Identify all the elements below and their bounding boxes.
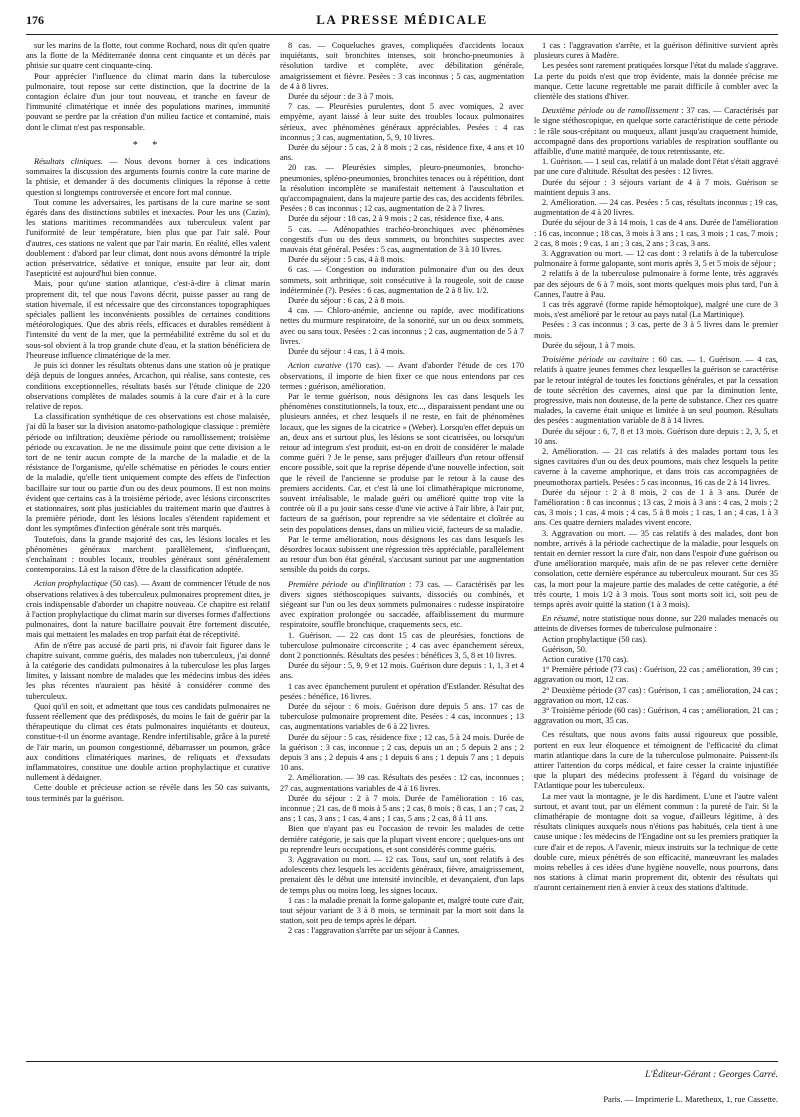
paragraph-text: 2° Deuxième période (37 cas) : Guérison, 1 cas ; amélioration, 24 cas ; aggravation ou mort, 12 cas. — [534, 685, 778, 705]
section-divider: * * — [132, 139, 164, 151]
paragraph — [26, 702, 270, 784]
paragraph-text: sur les marins de la flotte, tout comme Rochard, nous dit qu'en quatre ans la flotte de la Méditerranée donna cent cinquante et un décès par phtisie sur quatre cent cinquante-cinq. — [26, 41, 270, 71]
paragraph — [280, 773, 524, 793]
paragraph-text: (50 cas). — Avant de commencer l'étude de nos observations relatives à des tuberculeux pulmonaires proprement dites, je crois indispensable d'aborder un chapitre nouveau. Ce chapitre est relatif à l'action prophylactique du climat marin sur diverses formes d'affections pulmonaires, dont la nature bacillaire pouvait être fortement discutée, mais qui mettaient les malades en trop parfait état de réceptivité. — [26, 579, 270, 640]
paragraph-text: Action curative (170 cas). — [542, 654, 629, 664]
paragraph-text: 1. Guérison. — 22 cas dont 15 cas de pleurésies, fonctions de tuberculose pulmonaire circonscrite ; 4 cas avec épanchement séreux, dont 2 ponctionnés. Résultats des pesées : bénéfices 3, 5, 8 et 10 livres. — [280, 630, 524, 660]
paragraph-text: Tout comme les adversaires, les partisans de la cure marine se sont égarés dans des distinctions subtiles et inexactes. Pour les uns (Cazin), les stations maritimes recommandées aux tuberculeux valent par l'uniformité de leur température, bien plus que par l'air salé. Pour d'autres, ces stations ne valent que par l'air marin. En réalité, elles valent doublement : d'abord par leur climat, dont nous avons démontré la triple action préservatrice, sédative et tonique, ensuite par leur air, dont l'asepticité est aujourd'hui bien connue. — [26, 197, 270, 279]
paragraph-text: 2. Amélioration. — 21 cas relatifs à des malades portant tous les signes cavitaires d'un ou des deux poumons, mais chez lesquels la petite caverne à la caverne amphorique, et dans trois cas accompagnées de pneumothorax partiels. Pesées : 5 cas inconnus, 16 cas de 2 à 14 livres. — [534, 446, 778, 487]
paragraph — [280, 926, 524, 936]
paragraph — [26, 72, 270, 133]
paragraph — [534, 320, 778, 340]
paragraph — [280, 265, 524, 296]
paragraph — [280, 225, 524, 256]
paragraph — [534, 249, 778, 269]
paragraph-text: 3. Aggravation ou mort. — 35 cas relatifs à des malades, dont bon nombre, arrivés à la période cachectique de la maladie, pour lesquels on tentait en dernier ressort la cure d'air, non dans l'espoir d'une guérison ou d'une amélioration marquée, mais afin de ne pas relever cette dernière consolation, cette dernière espérance au tuberculeux mourant. Sur ces 35 cas, la mort pour la majeure partie des malades de cette catégorie, a été très courte, 1 mois 1/2 à 3 mois. Tous sont morts soit ici, soit peu de temps après avoir quitté la station (1 à 3 mois). — [534, 528, 778, 609]
paragraph-text: 2. Amélioration. — 24 cas. Pesées : 5 cas, résultats inconnus ; 19 cas, augmentation de 4 à 20 livres. — [534, 198, 778, 218]
paragraph-text: Durée du séjour : 18 cas, 2 à 9 mois ; 2 cas, résidence fixe, 4 ans. — [288, 214, 505, 224]
paragraph-text: notre statistique nous donne, sur 220 malades menacés ou atteints de diverses formes de tuberculose pulmonaire : — [534, 614, 778, 634]
paragraph — [280, 92, 524, 102]
paragraph-text: Bien que n'ayant pas eu l'occasion de revoir les malades de cette dernière catégorie, je sais que la plupart vivent encore ; quelques-uns ont pu reprendre leurs occupations, et sont considérés comme guéris. — [280, 824, 524, 854]
paragraph-text: 2 cas : l'aggravation s'arrête par un séjour à Cannes. — [288, 926, 460, 936]
paragraph-text: 5 cas. — Adénopathies trachéo-bronchiques avec phénomènes congestifs d'un ou des deux sommets, ou bronchites suspectes avec mauvais état général. Pesées : 5 cas, augmentation de 3 à 10 livres. — [280, 224, 524, 255]
paragraph-text: 1 cas : l'aggravation s'arrête, et la guérison définitive survient après plusieurs cures à Madère. — [534, 41, 778, 61]
paragraph — [534, 614, 778, 634]
section-heading: En résumé, — [542, 614, 580, 624]
paragraph — [280, 143, 524, 163]
paragraph — [534, 178, 778, 198]
paragraph — [534, 218, 778, 249]
paragraph — [534, 427, 778, 447]
paragraph-text: 1 cas très aggravé (forme rapide hémoptoïque), malgré une cure de 3 mois, s'est amélioré par le retour au pays natal (La Martinique). — [534, 300, 778, 320]
paragraph — [280, 214, 524, 224]
paragraph-text: Durée du séjour : 6, 7, 8 et 13 mois. Guérison dure depuis : 2, 3, 5, et 10 ans. — [534, 426, 778, 446]
paragraph — [26, 579, 270, 640]
paragraph — [280, 361, 524, 392]
paragraph — [534, 447, 778, 488]
paragraph — [534, 355, 778, 426]
paragraph — [534, 792, 778, 894]
paragraph — [534, 706, 778, 726]
paragraph-text: Cette double et précieuse action se révèle dans les 50 cas suivants, tous terminés par la guérison. — [26, 783, 270, 803]
paragraph-text: Durée du séjour : de 3 à 7 mois. — [288, 92, 394, 102]
paragraph — [534, 686, 778, 706]
paragraph — [280, 535, 524, 576]
paragraph — [534, 157, 778, 177]
paragraph-text: 20 cas. — Pleurésies simples, pleuro-pneumonies, broncho-pneumonies, spléno-pneumonies, bronchites tenaces ou à répétition, dont la résolution incomplète se manifestait nettement à l'auscultation et qu'accompagnaient, dans la majeure partie des cas, des accidents fébriles. Pesées : 8 cas inconnus ; 12 cas, augmentation de 2 à 7 livres. — [280, 163, 524, 214]
paragraph-text: Durée du séjour : 6 cas, 2 à 8 mois. — [288, 296, 405, 306]
paragraph — [26, 535, 270, 576]
paragraph-text: Durée du séjour : 5 cas, 2 à 8 mois ; 2 cas, résidence fixe, 4 ans et 10 ans. — [280, 143, 524, 163]
paragraph-text: Toutefois, dans la grande majorité des cas, les lésions locales et les phénomènes généraux marchent parallèlement, s'influençant, s'enchaînant : troubles locaux, troubles généraux sont généralement contemporains. Là est la raison d'être de la classification adoptée. — [26, 534, 270, 575]
paragraph-text: Action prophylactique (50 cas). — [542, 634, 648, 644]
printer-credit: Paris. — Imprimerie L. Maretheux, 1, rue Cassette. — [603, 1094, 778, 1104]
paragraph-text: 3. Aggravation ou mort. — 12 cas dont : 3 relatifs à de la tuberculose pulmonaire à forme galopante, sont morts après 3, 5 et 5 mois de séjour ; — [534, 249, 778, 269]
paragraph-text: La classification synthétique de ces observations est chose malaisée, j'ai dû la baser sur la division anatomo-pathologique classique : première période ou infiltration; deuxième période ou ramollissement; troisième période ou excavation. Je ne me dissimule point que cette division a le tort de ne tenir aucun compte de la marche de la maladie et de la résistance de l'organisme, qu'elle schématise en périodes le cours entier de la maladie, qu'elle tient uniquement compte des effets de l'infection bacillaire sur tout ou partie d'un ou des deux poumons. Il est non moins évident que certains cas à la troisième période, avec lésions circonscrites et stationnaires, sont plus justiciables du traitement marin que d'autres à la première période, dont les lésions locales s'étendent rapidement et dont les symptômes d'infection générale sont très marqués. — [26, 412, 270, 534]
editor-credit: L'Éditeur-Gérant : Georges Carré. — [645, 1070, 778, 1080]
paragraph-text: Durée du séjour : 5 cas, 4 à 8 mois. — [288, 255, 405, 265]
section-heading: Deuxième période ou de ramollissement — [542, 106, 679, 116]
paragraph-text: 2. Amélioration. — 39 cas. Résultats des pesées : 12 cas, inconnues ; 27 cas, augmentations variables de 4 à 16 livres. — [280, 773, 524, 793]
paragraph — [534, 300, 778, 320]
paragraph-text: Pour apprécier l'influence du climat marin dans la tuberculose pulmonaire, tout repose sur cette distinction, que la doctrine de la contagion éclaire d'un jour tout nouveau, et tranche en faveur de l'immunité climatérique et innée des populations marines, immunité pouvant se perdre par la création d'un milieu factice et contaminé, mais dont le climat n'est pas responsable. — [26, 71, 270, 132]
paragraph — [280, 580, 524, 631]
paragraph-text: Durée du séjour : 2 à 8 mois, 2 cas de 1 à 3 ans. Durée de l'amélioration : 8 cas inconnus ; 13 cas, 2 mois à 3 ans : 4 cas, 2 mois ; 2 cas, 3 mois ; 1 cas, 4 mois ; 4 cas, 5 à 8 mois ; 1 cas, 1 an ; 4 cas, 1 à 3 ans. Ces quatre derniers malades vivent encore. — [534, 487, 778, 528]
paragraph-text: : 37 cas. — Caractérisés par le signe stéthoscopique, en quelque sorte caractéristique de cette période : le râle sous-crépitant ou muqueux, allant jusqu'au craquement humide, accompagné dans des proportions variables de respiration soufflante ou affaiblie, d'une matité marquée, de toux retentissante, etc. — [534, 106, 778, 157]
paragraph-text: : 60 cas. — 1. Guérison. — 4 cas, relatifs à quatre jeunes femmes chez lesquelles la guérison se caractérise par le retour intégral de toutes les fonctions générales, et par la cessation de toute sécrétion des cavernes, ainsi que par la diminution lente, progressive, mais non douteuse, de la perte de substance. Chez ces quatre malades, la caverne était unique et limitée à un seul poumon. Résultats des pesées : augmentation variable de 8 à 14 livres. — [534, 355, 778, 426]
paragraph — [280, 347, 524, 357]
paragraph-text: Je puis ici donner les résultats obtenus dans une station où je pratique déjà depuis de longues années, Arcachon, qui réalise, sans conteste, ces conditions exceptionnelles, résultats basés sur l'étude clinique de 220 observations complètes de malades soumis à la cure d'air et à la cure relative de repos. — [26, 361, 270, 411]
paragraph — [280, 855, 524, 896]
page-number: 176 — [26, 13, 44, 27]
paragraph — [534, 665, 778, 685]
running-title: LA PRESSE MÉDICALE — [316, 12, 488, 27]
column-2 — [280, 41, 524, 1057]
paragraph-text: Par le terme guérison, nous désignons les cas dans lesquels les phénomènes constitutionnels, la toux, etc..., disparaissent pendant une ou plusieurs années, et chez lesquels il ne reste, en fait de phénomènes locaux, que les signes de la cicatrice » (Weber). Lorsqu'en effet depuis un an, deux ans et surtout plus, les lésions se sont cicatrisées, ou lorsqu'un retour ad integrum s'est produit, est-on en droit de considérer le malade comme guéri ? Je le pense, sans préjuger d'ailleurs d'un retour offensif encore possible, soit que la reprise dépende d'une nouvelle infection, soit que le réveil de l'ancienne se produise par le retour à la cause des premiers accidents. Car, et c'est là une loi climathérapique micronome, souvent irréalisable, le malade guéri ou amélioré quitte trop vite la contrée où il a pu jouir sans cesse d'une vie active à l'air libre, à l'air pur, facteurs de sa guérison, pour reprendre sa vie sédentaire et cloîtrée au sein des populations denses, dans un milieu vicié, facteurs de sa maladie. — [280, 391, 524, 534]
paragraph — [26, 41, 270, 72]
paragraph — [534, 655, 778, 665]
paragraph — [534, 341, 778, 351]
paragraph — [534, 269, 778, 300]
paragraph-text: 2 relatifs à de la tuberculose pulmonaire à forme lente, très aggravés par des séjours de 6 à 7 mois, sont morts quelques mois plus tard, l'un à Cannes, l'autre à Pau. — [534, 269, 778, 299]
paragraph — [534, 61, 778, 102]
paragraph — [280, 255, 524, 265]
paragraph-text: Durée du séjour de 3 à 14 mois, 1 cas de 4 ans. Durée de l'amélioration : 16 cas, inconnue ; 18 cas, 3 mois à 3 ans ; 1 cas, 3 mois ; 1 cas, 7 mois ; 2 cas, 8 mois ; 9 cas, 1 an ; 3 cas, 2 ans ; 3 cas, 3 ans. — [534, 218, 778, 248]
paragraph — [534, 645, 778, 655]
paragraph — [534, 529, 778, 611]
paragraph-text: Durée du séjour, 1 à 7 mois. — [542, 340, 636, 350]
paragraph — [280, 896, 524, 927]
paragraph-text: Durée du séjour : 3 séjours variant de 4 à 7 mois. Guérison se maintient depuis 3 ans. — [534, 177, 778, 197]
paragraph-text: 6 cas. — Congestion ou induration pulmonaire d'un ou des deux sommets, soit arthritique, soit consécutive à la rougeole, soit de cause indéterminée (?). Pesées : 6 cas, augmentation de 2 à 8 liv. 1/2. — [280, 265, 524, 295]
paragraph — [280, 41, 524, 92]
article-columns — [26, 41, 778, 1057]
paragraph-text: 3° Troisième période (60 cas) : Guérison, 4 cas ; amélioration, 21 cas ; aggravation ou mort, 35 cas. — [534, 706, 778, 726]
section-heading: Troisième période ou cavitaire — [542, 355, 649, 365]
paragraph-text: Mais, pour qu'une station atlantique, c'est-à-dire à climat marin proprement dit, tel que nous l'avons décrit, puisse passer au rang de station hivernale, il est nécessaire que des circonstances topographiques spéciales pallient les inconvénients possibles de certaines conditions météorologiques. Que des abris réels, efficaces et durables remédient à l'intensité du vent de la mer, que la perméabilité extrême du sol et du sous-sol obvient à la trop grande chute d'eau, et la station bénéficiera de l'heureuse influence climatérique de la mer. — [26, 279, 270, 360]
footer-rule — [26, 1061, 778, 1062]
section-heading: Action prophylactique — [34, 579, 108, 589]
paragraph — [534, 635, 778, 645]
paragraph — [534, 488, 778, 529]
paragraph-text: Les pesées sont rarement pratiquées lorsque l'état du malade s'aggrave. La perte du poids n'est que trop évidente, mais la donnée précise me manque. Cette lacune regrettable me parait difficile à combler avec la clientèle des stations d'hiver. — [534, 61, 778, 102]
paragraph-text: 1 cas : la maladie prenait la forme galopante et, malgré toute cure d'air, tout séjour variant de 3 à 8 mois, se terminait par la mort soit dans la station, soit peu de temps après le départ. — [280, 895, 524, 926]
paragraph-text: — Nous devons borner à ces indications sommaires la discussion des arguments fournis contre la cure marine de la phtisie, et demander à des documents cliniques la réponse à cette question si longtemps controversée et encore fort mal connue. — [26, 157, 270, 197]
paragraph-text: 7 cas. — Pleurésies purulentes, dont 5 avec vomiques, 2 avec empyème, ayant laissé à leur suite des troubles locaux pulmonaires sérieux, avec phénomènes généraux appréciables. Pesées : 4 cas inconnus ; 3 cas, augmentation, 5, 9, 10 livres. — [280, 102, 524, 142]
paragraph-text: 1° Première période (73 cas) : Guérison, 22 cas ; amélioration, 39 cas ; aggravation ou mort, 12 cas. — [534, 665, 778, 685]
paragraph-text: : 73 cas. — Caractérisés par les divers signes stéthoscopiques suivants, dissociés ou combinés, et siégeant sur l'un ou les deux sommets pulmonaires : rudesse inspiratoire avec expiration prolongée ou saccadée, affaiblissement du murmure respiratoire, souffle bronchique, craquements secs, etc. — [280, 579, 524, 630]
paragraph — [280, 824, 524, 855]
paragraph — [280, 296, 524, 306]
paragraph-text: Durée du séjour : 6 mois. Guérison dure depuis 5 ans. 17 cas de tuberculose pulmonaire proprement dite. Pesées : 4 cas, inconnues ; 13 cas, augmentations variables de 6 à 22 livres. — [280, 702, 524, 732]
paragraph-text: Guérison, 50. — [542, 644, 587, 654]
paragraph — [534, 41, 778, 61]
paragraph — [26, 157, 270, 198]
paragraph — [534, 106, 778, 157]
paragraph-text: La mer vaut la montagne, je le dis hardiment. L'une et l'autre valent surtout, et avant tout, par un élément commun : la pureté de l'air. Si la climathérapie de montagne doit sa vogue, d'ailleurs légitime, à des résultats cliniques auxquels nous n'étions pas habitués, cela tient à une cause unique : les médecins de l'Engadine ont su les premiers pratiquer la cure d'air et de repos. A l'avenir, mieux instruits sur la technique de cette double cure, mieux pénétrés de son efficacité, manœuvrant les malades moins rebelles à ces idées d'une hygiène nouvelle, nous pourrons, dans nos stations à climat marin proprement dit, obtenir des résultats qui n'auront certainement rien à envier à ceux des stations d'altitude. — [534, 791, 778, 893]
paragraph — [534, 730, 778, 791]
paragraph — [534, 198, 778, 218]
paragraph-text: 1. Guérison. — 1 seul cas, relatif à un malade dont l'état s'était aggravé par une cure d'altitude. Résultat des pesées : 12 livres. — [534, 157, 778, 177]
paragraph — [280, 702, 524, 733]
paragraph-text: Durée du séjour : 4 cas, 1 à 4 mois. — [288, 347, 405, 357]
paragraph — [280, 306, 524, 347]
section-heading: Action curative — [288, 361, 342, 371]
page-header — [26, 12, 778, 35]
paragraph — [280, 733, 524, 774]
paragraph — [280, 682, 524, 702]
paragraph-text: 4 cas. — Chloro-anémie, ancienne ou rapide, avec modifications nettes du murmure respiratoire, de la sonorité, sur un ou deux sommets, avec ou sans toux. Pesées : 2 cas inconnus ; 2 cas, augmentation de 5 à 7 livres. — [280, 306, 524, 346]
paragraph-text: 1 cas avec épanchement purulent et opération d'Estlander. Résultat des pesées : bénéfice, 16 livres. — [280, 681, 524, 701]
paragraph-text: (170 cas). — Avant d'aborder l'étude de ces 170 observations, il importe de bien fixer ce que nous entendons par ces termes : guérison, amélioration. — [280, 361, 524, 391]
paragraph — [26, 641, 270, 702]
paragraph-text: Pesées : 3 cas inconnus ; 3 cas, perte de 3 à 5 livres dans le premier mois. — [534, 320, 778, 340]
paragraph — [280, 794, 524, 825]
paragraph — [26, 361, 270, 412]
paragraph-text: Durée du séjour : 5, 9, 9 et 12 mois. Guérison dure depuis : 1, 1, 3 et 4 ans. — [280, 661, 524, 681]
paragraph-text: Quoi qu'il en soit, et admettant que tous ces candidats pulmonaires ne fussent réellement que des prédisposés, du moins le fait de guérir par la thérapeutique du climat ces états pulmonaires inquiétants et douteux, constitue-t-il un énorme avantage. Rendre infertilisable, grâce à la pureté de l'air marin, un poumon congestionné, débarrasser un poumon, grâce aux conditions climatériques marines, de reliquats et d'exsudats inflammatoires, constitue une double action prophylactique et curative nullement à dédaigner. — [26, 701, 270, 783]
paragraph — [280, 163, 524, 214]
paragraph — [280, 631, 524, 662]
column-3 — [534, 41, 778, 1057]
paragraph-text: 8 cas. — Coqueluches graves, compliquées d'accidents locaux inquiétants, soit bronchites intenses, soit broncho-pneumonies à résolution tardive et complète, avec débilitation générale, amaigrissement et fièvre. Pesées : 3 cas inconnus ; 5 cas, augmentation de 4 à 8 livres. — [280, 41, 524, 91]
paragraph-text: Ces résultats, que nous avons faits aussi rigoureux que possible, portent en eux leur éloquence et témoignent de l'efficacité du climat marin atlantique dans la cure de la tuberculose pulmonaire. Puissent-ils attirer l'attention du corps médical, et faire cesser la crainte injustifiée que la plupart des médecins professent à l'égard du voisinage de l'Atlantique pour les tuberculeux. — [534, 730, 778, 791]
paragraph-text: Durée du séjour : 5 cas, résidence fixe ; 12 cas, 5 à 24 mois. Durée de la guérison : 3 cas, inconnue ; 2 cas, depuis un an ; 5 depuis 2 ans ; 2 depuis 3 ans ; 2 depuis 4 ans ; 1 depuis 6 ans ; 1 depuis 7 ans ; 1 depuis 10 ans. — [280, 732, 524, 773]
paragraph — [280, 392, 524, 535]
paragraph-text: Durée du séjour : 2 à 7 mois. Durée de l'amélioration : 16 cas, inconnue ; 21 cas, de 8 mois à 5 ans ; 2 cas, 8 mois ; 8 cas, 1 an ; 7 cas, 2 ans ; 1 cas, 3 ans ; 1 cas, 4 ans ; 1 cas, 5 ans ; 2 cas, 8 à 11 ans. — [280, 793, 524, 824]
paragraph — [26, 783, 270, 803]
column-1 — [26, 41, 270, 1057]
paragraph-text: Par le terme amélioration, nous désignons les cas dans lesquels les désordres locaux subissent une régression très appréciable, parallèlement au retour d'un bon état général, s'accusant surtout par une augmentation sensible du poids du corps. — [280, 534, 524, 575]
paragraph — [280, 102, 524, 143]
paragraph — [26, 198, 270, 280]
paragraph — [26, 279, 270, 361]
paragraph-text: 3. Aggravation ou mort. — 12 cas. Tous, sauf un, sont relatifs à des adolescents chez lesquels les accidents généraux, fièvre, amaigrissement, prenaient dès le début une intensité invincible, et devançaient, d'un laps de temps plus ou moins long, les signes locaux. — [280, 855, 524, 895]
section-heading: Résultats cliniques. — [34, 157, 103, 167]
paragraph-text: Afin de n'être pas accusé de parti pris, ni d'avoir fait figurer dans le chapitre suivant, comme guéris, des malades non tuberculeux, j'ai donné à la catégorie des candidats pulmonaires à la tuberculose les plus larges limites, y laissant nombre de malades que les médecins imbus des idées les plus récentes n'auraient pas hésité à considérer comme des tuberculeux. — [26, 640, 270, 701]
paragraph — [26, 412, 270, 534]
paragraph — [280, 661, 524, 681]
section-heading: Première période ou d'infiltration — [288, 579, 406, 589]
